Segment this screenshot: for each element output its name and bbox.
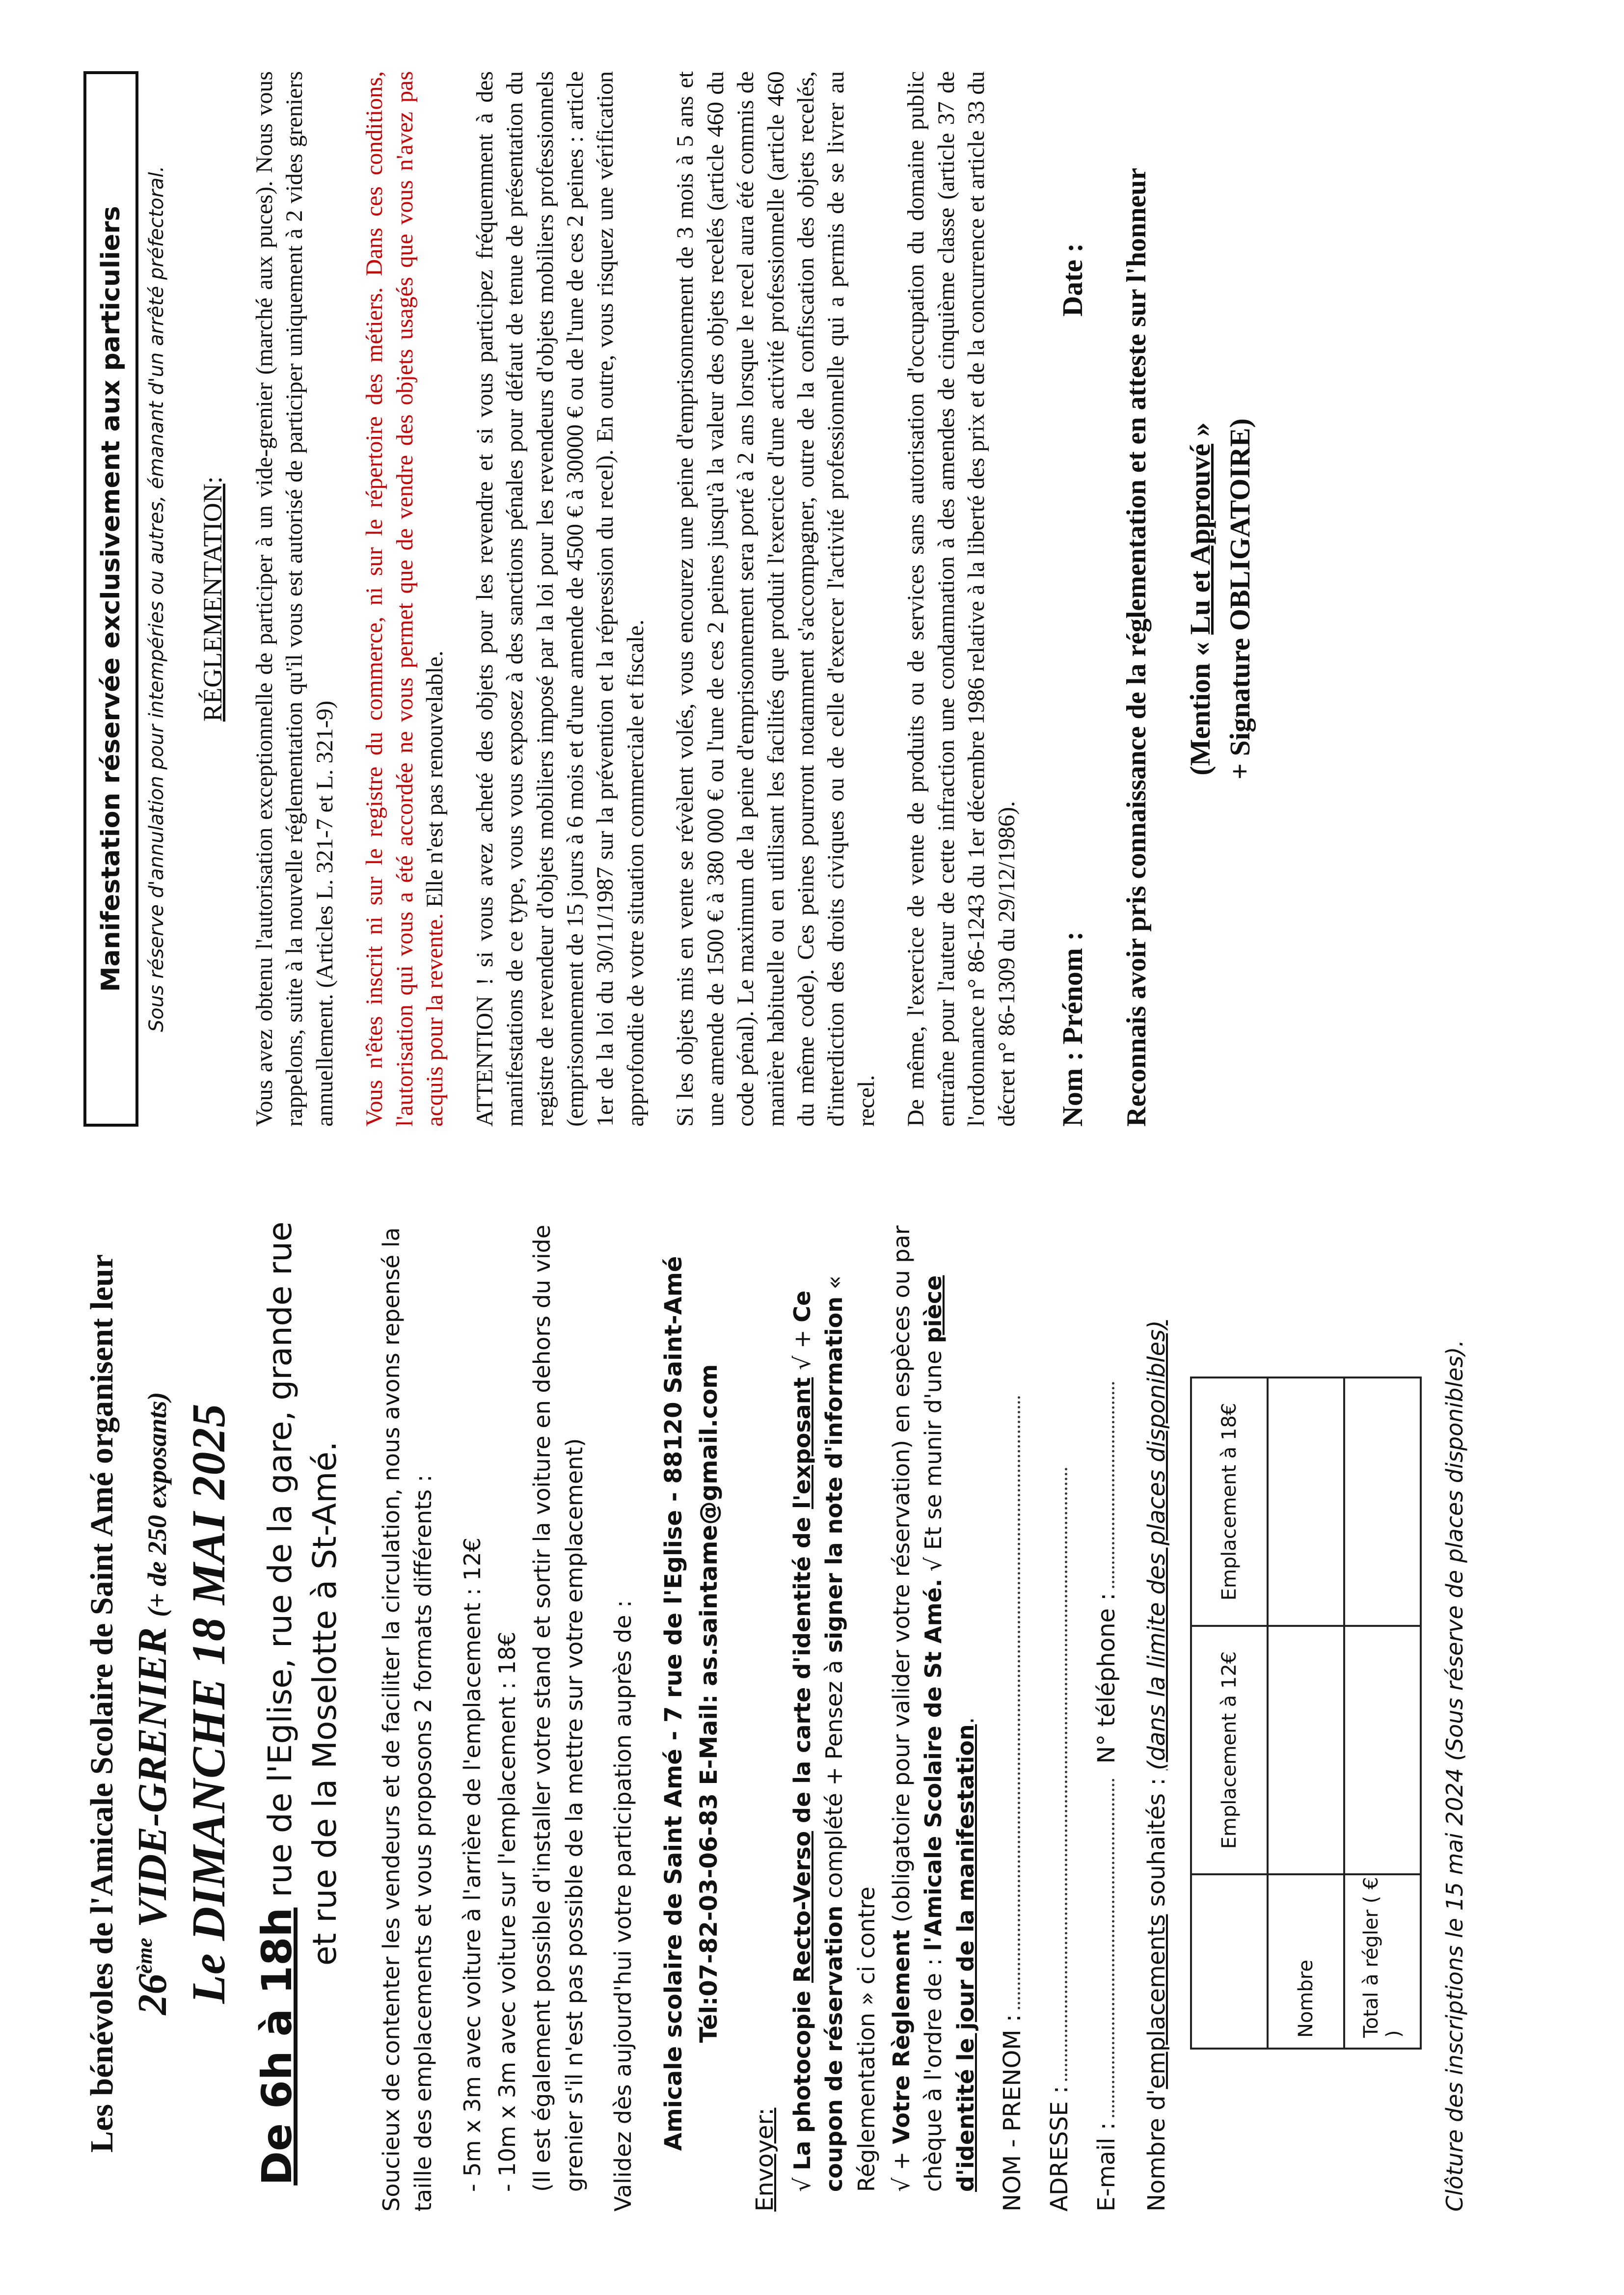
tel-label: N° téléphone :: [1093, 1593, 1121, 1764]
signature-line: [1056, 243, 1089, 1127]
nom-prenom-field[interactable]: [999, 1195, 1026, 2212]
nombre-b: emplacements: [1143, 1914, 1171, 2089]
event-hours: De 6h à 18h: [253, 1907, 301, 2186]
event-title: [129, 1195, 176, 2212]
adresse-dots[interactable]: [1048, 1467, 1067, 2081]
mention-line: [1180, 71, 1220, 1127]
adresse-label: ADRESSE :: [1046, 2085, 1074, 2212]
send-1i: signer la note d'information: [821, 1296, 848, 1653]
send-1c: Recto-Verso: [789, 1831, 816, 1983]
send-1g: Ce coupon de réservation: [789, 1290, 848, 2192]
cloture-text: Clôture des inscriptions le 15 mai 2024 (Sous réserve de places disponibles).: [1441, 1340, 1468, 2212]
email-dots[interactable]: [1095, 1779, 1114, 2117]
edition-number: 26: [130, 1973, 175, 2015]
format-2: - 10m x 3m avec voiture sur l'emplacement : 18€: [493, 1631, 520, 2192]
mention-c: »: [1184, 422, 1216, 444]
reg-paragraph-5: De même, l'exercice de vente de produits ou de services sans autorisation d'occupation du domaine public entraîne pour l'auteur de cette infraction une condamnation à des amendes de cinquième classe (article 37 de l'ordonnance n° 86-1243 du 1er décembre 1986 relative à la liberté des prix et de la concurrence et article 33 du décret n° 86-1309 du 29/12/1986).: [903, 71, 1020, 1127]
table-cell[interactable]: [1344, 1626, 1421, 1874]
reg-paragraph-1: Vous avez obtenu l'autorisation exceptionnelle de participer à un vide-grenier (marché aux puces). Nous vous rappelons, suite à la nouvelle réglementation qu'il vous est autorisé de participer uniquement à 2 vides greniers annuellement. (Articles L. 321-7 et L. 321-9): [251, 71, 338, 1127]
adresse-field[interactable]: [1046, 1195, 1073, 2212]
nom-prenom-label: Nom : Prénom :: [1056, 931, 1089, 1127]
table-cell[interactable]: [1344, 1377, 1421, 1626]
title-block: [83, 1195, 236, 2212]
reg-paragraph-2: [359, 71, 450, 1127]
send-item-1: [786, 1195, 883, 2192]
send-2e: √ Et se munir d'une: [920, 1343, 947, 1579]
nombre-c: souhaités :: [1143, 1770, 1171, 1915]
mention-a: (Mention «: [1184, 634, 1216, 776]
nom-label: NOM - PRENOM :: [999, 2014, 1027, 2212]
reg-colon: :: [198, 476, 227, 484]
send-2b: Votre Règlement: [888, 1929, 915, 2144]
format-note: (Il est également possible d'installer votre stand et sortir la voiture en dehors du vide grenier s'il n'est pas possible de la mettre sur votre emplacement): [529, 1224, 588, 2192]
table-cell[interactable]: [1268, 1377, 1344, 1626]
table-row-total: Total à régler ( € ): [1344, 1874, 1421, 2049]
send-1h: complété + Pensez à: [821, 1652, 848, 1906]
table-row-nombre: Nombre: [1268, 1874, 1344, 2049]
exhibitors-count: (+ de 250 exposants): [142, 1392, 172, 1617]
email-label: E-mail :: [1093, 2122, 1121, 2212]
reg-p2-red: Vous n'êtes inscrit ni sur le registre du commerce, ni sur le répertoire des métiers. Dans ces conditions, l'autorisation qui vous a été accordée ne vous permet que de vendre des objets usagés que vous n'avez pas acquis pour la revente.: [361, 71, 448, 1127]
send-1e: l'exposant: [789, 1377, 816, 1509]
table-row: [1344, 1377, 1421, 2049]
send-1j: « Réglementation » ci contre: [821, 1275, 880, 2192]
date-label: Date :: [1056, 243, 1089, 317]
send-2g: .: [952, 1717, 979, 1725]
send-1d: de la carte d'identité de: [789, 1509, 816, 1831]
nombre-d: (dans la limite des places disponibles): [1143, 1320, 1171, 1771]
contact-phone-email: Tél:07-82-03-06-83 E-Mail: as.saintame@gmail.com: [695, 1364, 723, 2043]
reg-paragraph-3: ATTENTION ! si vous avez acheté des objets pour les revendre et si vous participez fréquemment à des manifestations de ce type, vous vous exposez à des sanctions pénales pour défaut de tenue de présentation du registre de revendeur d'objets mobiliers imposé par la loi pour les revendeurs d'objets mobiliers professionnels (emprisonnement de 15 jours à 6 mois et d'une amende de 4500 € à 30000 € ou de l'une de ces 2 peines : article 1er de la loi du 30/11/1987 sur la prévention et la répression du recel). En outre, vous risquez une vérification approfondie de votre situation commerciale et fiscale.: [471, 71, 649, 1127]
validate-text: Validez dès aujourd'hui votre participation auprès de :: [609, 1600, 636, 2212]
particuliers-box: Manifestation réservée exclusivement aux particuliers: [83, 71, 138, 1127]
send-2a: √ +: [888, 2144, 915, 2192]
reservation-table: [1190, 1377, 1422, 2050]
table-head-12: Emplacement à 12€: [1191, 1626, 1268, 1874]
nombre-text: [1140, 1195, 1173, 2212]
mention-b: Lu et Approuvé: [1184, 443, 1216, 635]
edition-suffix: ème: [133, 1938, 157, 1974]
table-head-18: Emplacement à 18€: [1191, 1377, 1268, 1626]
signature-obligatoire: + Signature OBLIGATOIRE): [1223, 418, 1256, 780]
event-date: Le DIMANCHE 18 MAI 2025: [182, 1403, 235, 2004]
nom-dots[interactable]: [1001, 1396, 1020, 2009]
contact-block: [656, 1195, 727, 2212]
table-corner: [1191, 1874, 1268, 2049]
send-1f: √ +: [789, 1322, 816, 1377]
send-2c: (obligatoire pour valider votre réservation) en espèces ou par chèque à l'ordre de :: [888, 1225, 947, 2192]
event-location: [250, 1215, 346, 2192]
mention-block: [1180, 71, 1260, 1127]
annulation-note: Sous réserve d'annulation pour intempéries ou autres, émanant d'un arrêté préfectoral.: [145, 165, 168, 1032]
left-column: [83, 1195, 1490, 2212]
send-2f: pièce d'identité le jour de la manifestation: [920, 1275, 979, 2192]
reg-p2-black: Elle n'est pas renouvelable.: [422, 650, 448, 914]
reconnais-text: Reconnais avoir pris connaissance de la réglementation et en atteste sur l'honneur: [1121, 167, 1152, 1127]
reg-paragraph-4: Si les objets mis en vente se révèlent volés, vous encourez une peine d'emprisonnement de 3 mois à 5 ans et une amende de 1500 € à 380 000 € ou l'une de ces 2 peines jusqu'à la valeur des objets recelés (article 460 du code pénal). Le maximum de la peine d'emprisonnement sera porté à 2 ans lorsque le recel aura été commis de manière habituelle ou en utilisant les facilités que produit l'exercice d'une activité professionnelle (article 460 du même code). Ces peines pourront notamment s'accompagner, outre de la confiscation des objets recelés, d'interdiction des droits civiques ou de celle d'exercer l'activité professionnelle qui a permis de se livrer au recel.: [672, 71, 879, 1127]
reglementation-title: [197, 71, 228, 1127]
email-tel-field[interactable]: [1093, 1195, 1120, 2212]
event-name: VIDE-GRENIER: [130, 1617, 175, 1938]
send-title: Envoyer:: [751, 2107, 779, 2212]
send-item-2: [886, 1195, 982, 2192]
intro-text: Soucieux de contenter les vendeurs et de faciliter la circulation, nous avons repensé la taille des emplacements et vous proposons 2 formats différents :: [378, 1227, 437, 2212]
send-1b: La photocopie: [789, 1983, 816, 2171]
right-column: [83, 71, 1260, 1127]
format-1: - 5m x 3m avec voiture à l'arrière de l'emplacement : 12€: [459, 1538, 486, 2192]
tel-dots[interactable]: [1095, 1382, 1114, 1588]
organizer-title: Les bénévoles de l'Amicale Scolaire de Saint Amé organisent leur: [84, 1254, 120, 2153]
contact-address: Amicale scolaire de Saint Amé - 7 rue de l'Eglise - 88120 Saint-Amé: [660, 1256, 688, 2151]
table-cell[interactable]: [1268, 1626, 1344, 1874]
check-mark: √: [789, 2170, 816, 2192]
table-row: [1268, 1377, 1344, 2049]
location-text: rue de l'Eglise, rue de la gare, grande rue et rue de la Moselotte à St-Amé.: [261, 1221, 344, 1966]
send-2d: l'Amicale Scolaire de St Amé.: [920, 1578, 947, 1951]
table-row: [1191, 1377, 1268, 2049]
reg-title-text: RÉGLEMENTATION: [198, 484, 227, 722]
nombre-a: Nombre d': [1143, 2089, 1171, 2212]
